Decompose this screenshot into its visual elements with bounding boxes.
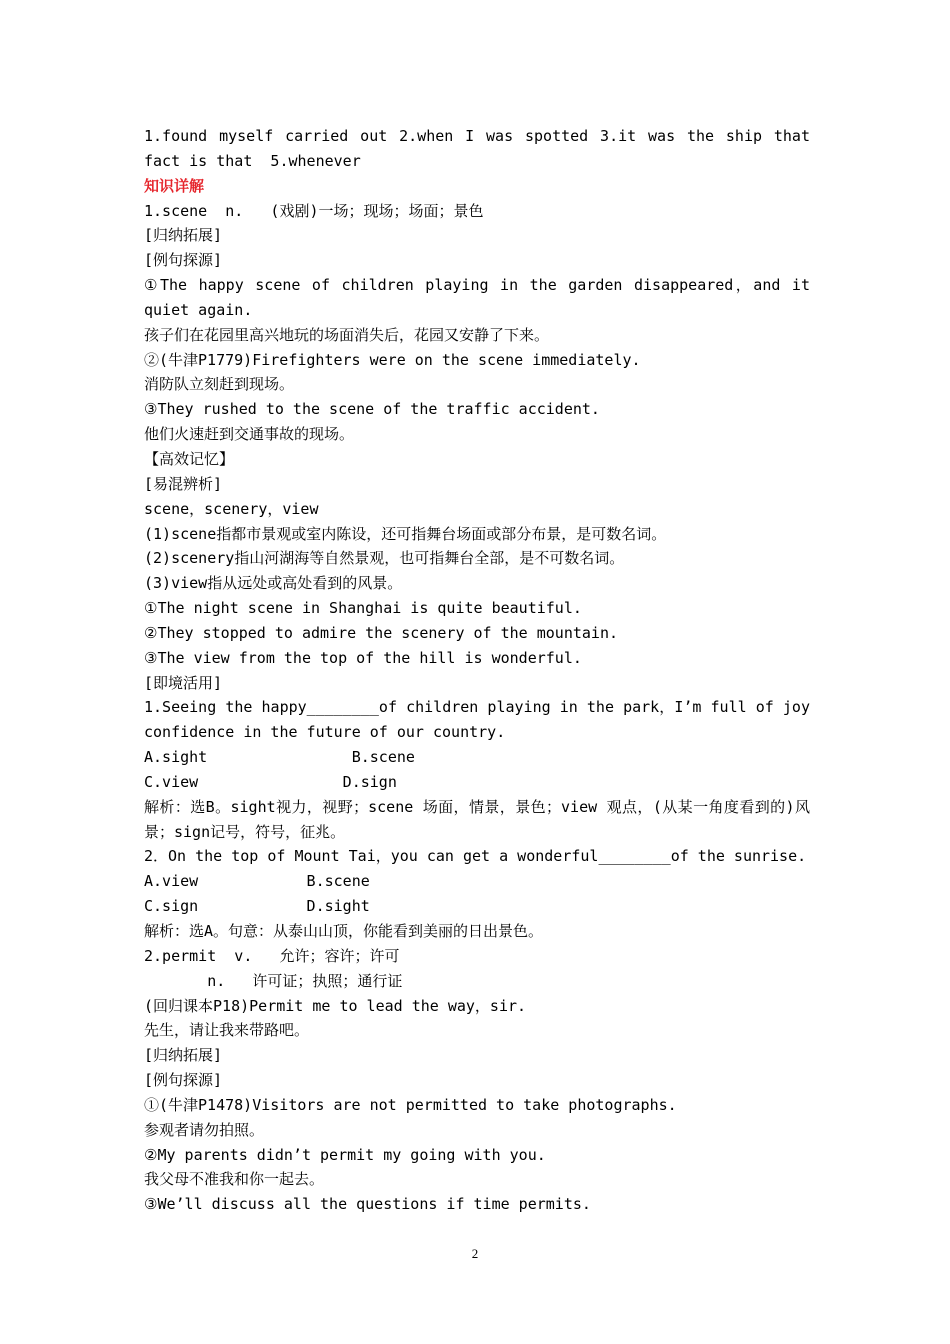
text-line: (回归课本P18)Permit me to lead the way，sir. bbox=[144, 996, 527, 1015]
text-line: 【高效记忆】 bbox=[144, 449, 235, 468]
text-line: 解析：选A。句意：从泰山山顶，你能看到美丽的日出景色。 bbox=[144, 922, 544, 940]
text-line: [归纳拓展] bbox=[144, 1046, 223, 1065]
text-line: 他们火速赶到交通事故的现场。 bbox=[144, 425, 355, 444]
text-line: ③We’ll discuss all the questions if time permits. bbox=[144, 1195, 591, 1214]
text-line: n. 许可证；执照；通行证 bbox=[144, 971, 403, 990]
text-line: 2．On the top of Mount Tai，you can get a wonderful________of the sunrise. bbox=[144, 847, 807, 866]
text-line: A.sight B.scene bbox=[144, 748, 415, 767]
text-line: fact is that 5.whenever bbox=[144, 151, 361, 170]
text-line: (1)scene指都市景观或室内陈设，还可指舞台场面或部分布景，是可数名词。 bbox=[144, 524, 667, 543]
text-line: [易混辨析] bbox=[144, 474, 223, 493]
text-line: [例句探源] bbox=[144, 1071, 223, 1090]
text-line: 先生，请让我来带路吧。 bbox=[144, 1021, 310, 1040]
text-line: 1.scene n. (戏剧)一场；现场；场面；景色 bbox=[144, 201, 484, 220]
text-line: C.view D.sign bbox=[144, 772, 397, 791]
text-line: [即境活用] bbox=[144, 673, 223, 692]
text-line: 1.Seeing the happy________of children playing in the park，I’m full of joy bbox=[144, 698, 810, 717]
text-line: quiet again. bbox=[144, 300, 253, 319]
text-line: ①The night scene in Shanghai is quite beautiful. bbox=[144, 599, 582, 618]
text-line: [例句探源] bbox=[144, 251, 223, 270]
text-line: 消防队立刻赶到现场。 bbox=[144, 375, 295, 394]
text-line: 1.found myself carried out 2.when I was spotted 3.it was the ship that bbox=[144, 127, 810, 145]
page-body bbox=[144, 124, 810, 1217]
text-line: 我父母不准我和你一起去。 bbox=[144, 1170, 325, 1189]
page-number: 2 bbox=[471, 1246, 479, 1261]
text-line: (3)view指从远处或高处看到的风景。 bbox=[144, 574, 403, 593]
text-line: ①The happy scene of children playing in the garden disappeared，and it bbox=[144, 276, 810, 295]
text-line: ②(牛津P1779)Firefighters were on the scene immediately. bbox=[144, 350, 641, 369]
text-line: scene，scenery，view bbox=[144, 499, 319, 518]
text-line: 解析：选B。sight视力，视野；scene 场面，情景，景色；view 观点，(从某一角度看到的)风 bbox=[144, 797, 810, 816]
text-line: ②They stopped to admire the scenery of the mountain. bbox=[144, 623, 619, 642]
text-line: ②My parents didn’t permit my going with you. bbox=[144, 1145, 546, 1164]
text-line: ①(牛津P1478)Visitors are not permitted to take photographs. bbox=[144, 1095, 677, 1114]
section-heading: 知识详解 bbox=[144, 176, 205, 195]
text-line: (2)scenery指山河湖海等自然景观，也可指舞台全部，是不可数名词。 bbox=[144, 549, 625, 568]
text-line: 参观者请勿拍照。 bbox=[144, 1120, 265, 1139]
text-line: A.view B.scene bbox=[144, 872, 370, 891]
text-line: confidence in the future of our country. bbox=[144, 723, 506, 742]
text-line: 孩子们在花园里高兴地玩的场面消失后，花园又安静了下来。 bbox=[144, 325, 550, 344]
text-line: 景；sign记号，符号，征兆。 bbox=[144, 822, 346, 841]
text-line: ③They rushed to the scene of the traffic accident. bbox=[144, 400, 600, 419]
text-line: [归纳拓展] bbox=[144, 226, 223, 245]
text-line: ③The view from the top of the hill is wonderful. bbox=[144, 648, 582, 667]
text-line: C.sign D.sight bbox=[144, 897, 370, 916]
text-line: 2.permit v. 允许；容许；许可 bbox=[144, 946, 400, 965]
